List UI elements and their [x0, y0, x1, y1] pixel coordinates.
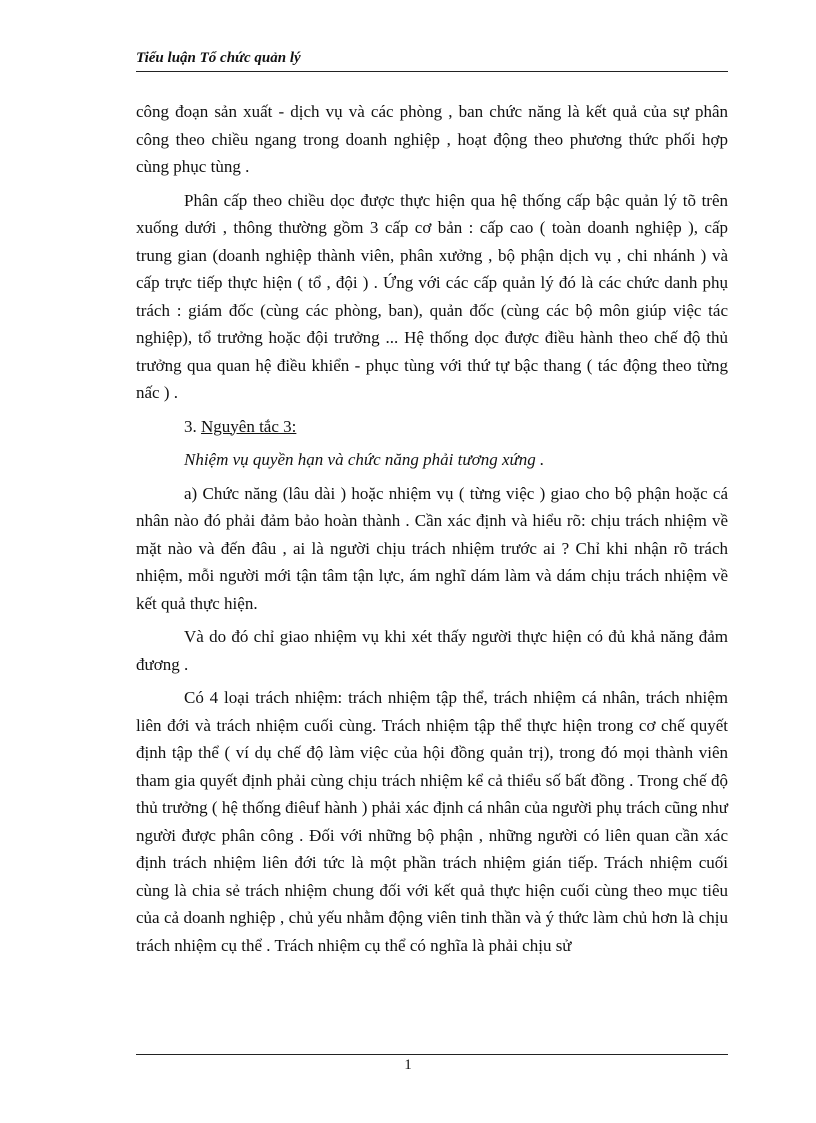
paragraph-1: công đoạn sản xuất - dịch vụ và các phòng , ban chức năng là kết quả của sự phân công theo chiều ngang trong doanh nghiệp , hoạt động theo phương thức phối hợp cùng phục tùng .	[136, 102, 728, 176]
section-heading	[136, 413, 728, 441]
paragraph-3: a) Chức năng (lâu dài ) hoặc nhiệm vụ ( từng việc ) giao cho bộ phận hoặc cá nhân nào đó phải đảm bảo hoàn thành . Cần xác định và hiểu rõ: chịu trách nhiệm về mặt nào và đến đâu , ai là người chịu trách nhiệm trước ai ? Chỉ khi nhận rõ trách nhiệm, mỗi người mới tận tâm tận lực, ám nghĩ dám làm và dám chịu trách nhiệm về kết quả thực hiện.	[136, 483, 728, 613]
paragraph-5: Có 4 loại trách nhiệm: trách nhiệm tập thể, trách nhiệm cá nhân, trách nhiệm liên đới và trách nhiệm cuối cùng. Trách nhiệm tập thể thực hiện trong cơ chế quyết định tập thể ( ví dụ chế độ làm việc của hội đồng quản trị), trong đó mọi thành viên tham gia quyết định phải cùng chịu trách nhiệm kể cả thiểu số bất đồng . Trong chế độ thủ trưởng ( hệ thống điêuf hành ) phải xác định cá nhân của người phụ trách cũng như người được phân công . Đối với những bộ phận , những người có liên quan cần xác định trách nhiệm liên đới tức là một phần trách nhiệm gián tiếp. Trách nhiệm cuối cùng là chia sẻ trách nhiệm chung đối với kết quả thực hiện cuối cùng theo mục tiêu của cả doanh nghiệp , chủ yếu nhằm động viên tinh thần và ý thức làm chủ hơn là chịu trách nhiệm cụ thể . Trách nhiệm cụ thể có nghĩa là phải chịu sử	[136, 688, 728, 955]
italic-principle: Nhiệm vụ quyền hạn và chức năng phải tương xứng .	[184, 450, 545, 469]
paragraph-2: Phân cấp theo chiều dọc được thực hiện qua hệ thống cấp bậc quản lý tõ trên xuống dưới , thông thường gồm 3 cấp cơ bản : cấp cao ( toàn doanh nghiệp ), cấp trung gian (doanh nghiệp thành viên, phân xưởng , bộ phận dịch vụ , chi nhánh ) và cấp trực tiếp thực hiện ( tổ , đội ) . Ứng với các cấp quản lý đó là các chức danh phụ trách : giám đốc (cùng các phòng, ban), quản đốc (cùng các bộ môn giúp việc tác nghiệp), tổ trưởng hoặc đội trưởng ... Hệ thống dọc được điều hành theo chế độ thủ trưởng qua quan hệ điều khiển - phục tùng với thứ tự bậc thang ( tác động theo từng nấc ) .	[136, 190, 728, 402]
footer-divider	[136, 1054, 728, 1055]
heading-label: Nguyên tắc 3:	[201, 416, 297, 436]
page-header	[136, 50, 728, 72]
header-title: Tiểu luận Tổ chức quản lý	[136, 50, 301, 66]
paragraph-4: Và do đó chỉ giao nhiệm vụ khi xét thấy người thực hiện có đủ khả năng đảm đương .	[136, 627, 728, 674]
page-number: 1	[404, 1057, 412, 1073]
document-body	[136, 98, 728, 965]
heading-number: 3.	[184, 416, 197, 436]
